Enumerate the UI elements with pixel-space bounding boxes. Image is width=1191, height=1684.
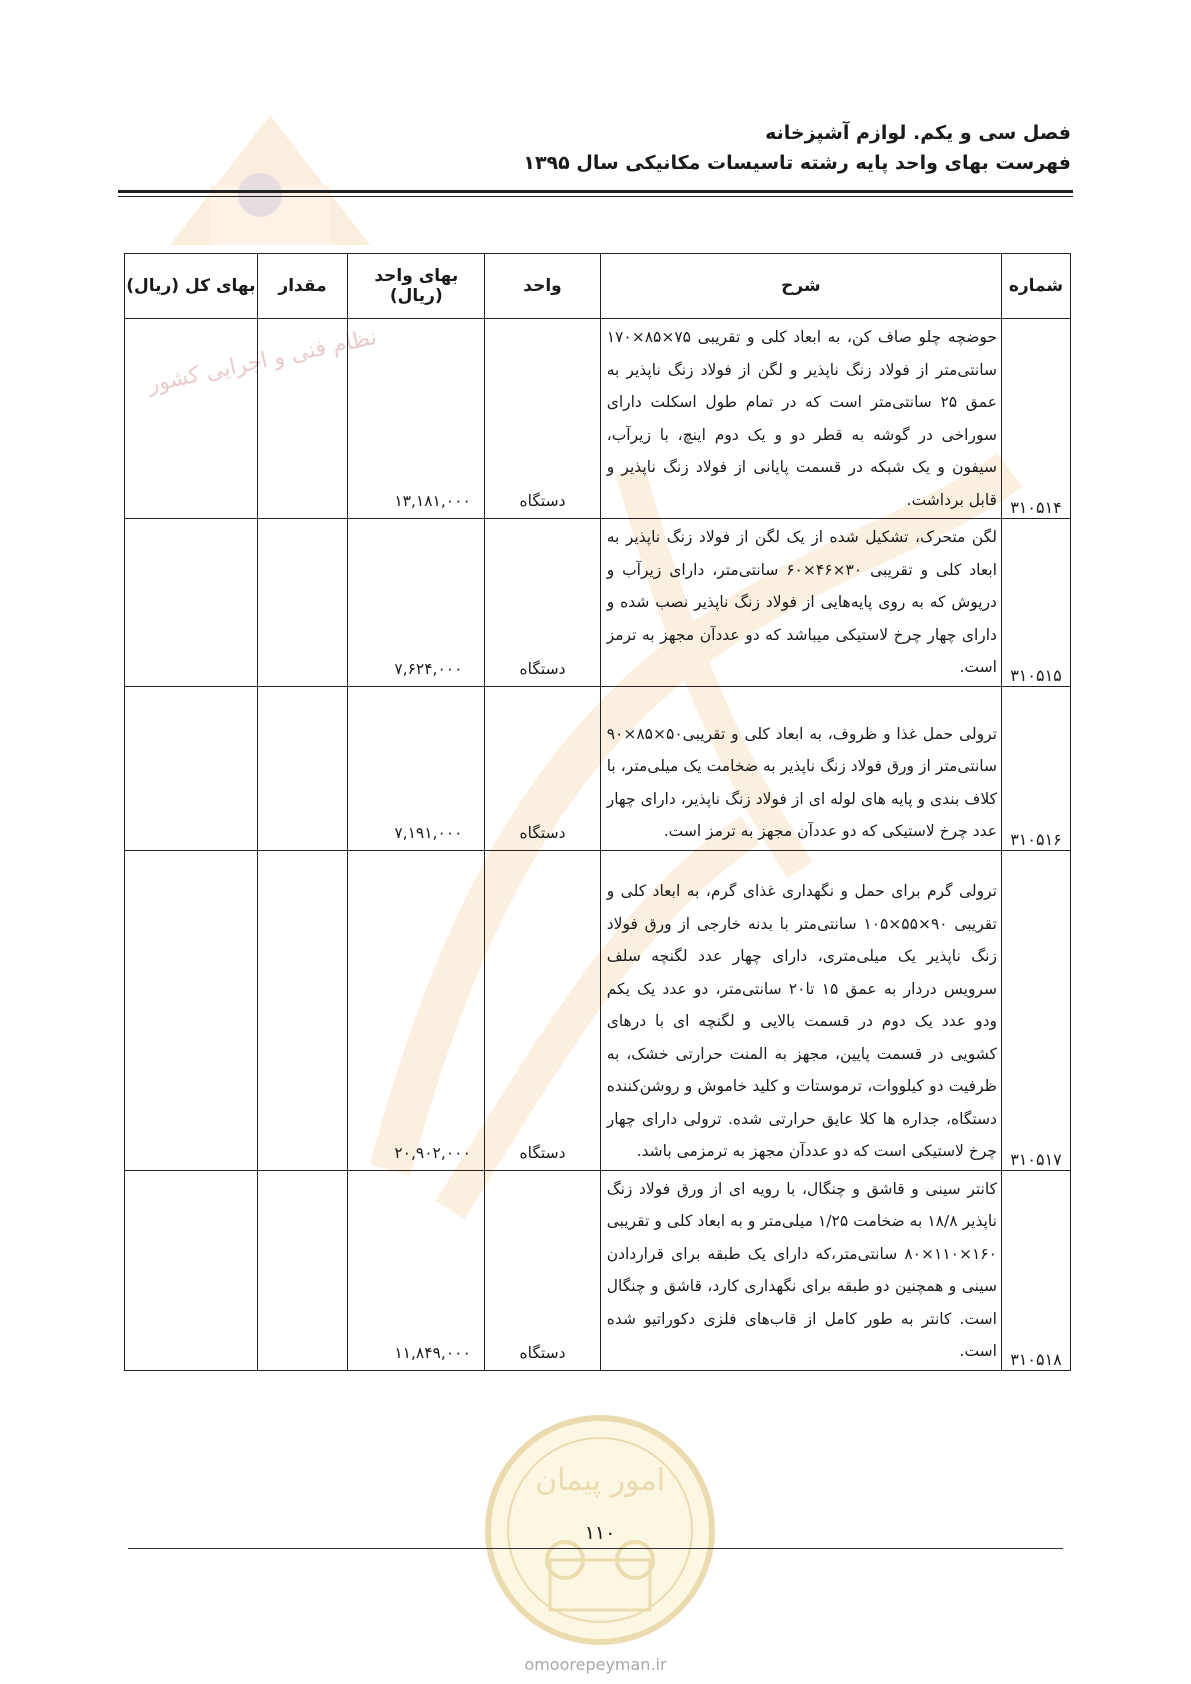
row-unit-price: ۲۰,۹۰۲,۰۰۰ — [348, 850, 485, 1170]
row-code: ۳۱۰۵۱۷ — [1001, 850, 1070, 1170]
page-number: ۱۱۰ — [584, 1522, 616, 1544]
row-quantity — [257, 850, 348, 1170]
row-unit-price: ۱۱,۸۴۹,۰۰۰ — [348, 1170, 485, 1370]
row-code: ۳۱۰۵۱۸ — [1001, 1170, 1070, 1370]
building-watermark-icon — [150, 95, 390, 255]
row-total — [125, 850, 258, 1170]
row-unit: دستگاه — [485, 686, 600, 850]
header-rule-thin — [118, 196, 1073, 197]
row-quantity — [257, 1170, 348, 1370]
row-unit-price: ۱۳,۱۸۱,۰۰۰ — [348, 319, 485, 519]
price-list-table — [124, 253, 1071, 1371]
row-total — [125, 1170, 258, 1370]
page-header — [523, 118, 1071, 178]
table-row — [125, 519, 1071, 687]
row-unit-price: ۷,۱۹۱,۰۰۰ — [348, 686, 485, 850]
table-row — [125, 850, 1071, 1170]
seal-text: امور پیمان — [535, 1463, 665, 1498]
website-watermark: omoorepeyman.ir — [524, 1655, 667, 1674]
row-unit-price: ۷,۶۲۴,۰۰۰ — [348, 519, 485, 687]
chapter-title: فصل سی و یکم. لوازم آشپزخانه — [765, 122, 1071, 144]
col-header-unit-price: بهای واحد (ریال) — [348, 254, 485, 319]
header-rule-thick — [118, 190, 1073, 193]
row-description: لگن متحرک، تشکیل شده از یک لگن از فولاد زنگ ناپذیر به ابعاد کلی و تقریبی ۳۰×۴۶×۶۰ سانتی‌متر، دارای زیرآب و درپوش که به روی پایه‌هایی از فولاد زنگ ناپذیر نصب شده و دارای چهار چرخ لاستیکی میباشد که دو عددآن مجهز به ترمز است. — [600, 519, 1001, 687]
table-row — [125, 1170, 1071, 1370]
col-header-code: شماره — [1001, 254, 1070, 319]
row-description: حوضچه چلو صاف کن، به ابعاد کلی و تقریبی ۷۵×۸۵×۱۷۰ سانتی‌متر از فولاد زنگ ناپذیر و لگن از فولاد زنگ ناپذیر به عمق ۲۵ سانتی‌متر است که در تمام طول اسکلت دارای سوراخی در گوشه به قطر دو و یک دوم اینچ، با زیرآب، سیفون و یک شبکه در قسمت پایانی از فولاد زنگ ناپذیر و قابل برداشت. — [600, 319, 1001, 519]
row-code: ۳۱۰۵۱۴ — [1001, 319, 1070, 519]
row-quantity — [257, 319, 348, 519]
row-description: کانتر سینی و قاشق و چنگال، با رویه ای از ورق فولاد زنگ ناپذیر ۱۸/۸ به ضخامت ۱/۲۵ میلی‌متر و به ابعاد کلی و تقریبی ۱۶۰×۱۱۰×۸۰ سانتی‌متر،که دارای یک طبقه برای قراردادن سینی و همچنین دو طبقه برای نگهداری کارد، قاشق و چنگال است. کانتر به طور کامل از قاب‌های فلزی دکوراتیو شده است. — [600, 1170, 1001, 1370]
row-code: ۳۱۰۵۱۵ — [1001, 519, 1070, 687]
row-unit: دستگاه — [485, 850, 600, 1170]
row-quantity — [257, 519, 348, 687]
row-total — [125, 519, 258, 687]
document-title: فهرست بهای واحد پایه رشته تاسیسات مکانیکی سال ۱۳۹۵ — [523, 152, 1071, 174]
row-unit: دستگاه — [485, 319, 600, 519]
col-header-quantity: مقدار — [257, 254, 348, 319]
col-header-description: شرح — [600, 254, 1001, 319]
row-description: ترولی گرم برای حمل و نگهداری غذای گرم، به ابعاد کلی و تقریبی ۹۰×۵۵×۱۰۵ سانتی‌متر با بدنه خارجی از ورق فولاد زنگ ناپذیر یک میلی‌متری، دارای چهار عدد لگنچه سلف سرویس دردار به عمق ۱۵ تا۲۰ سانتی‌متر، دو عدد یک یکم ودو عدد یک دوم در قسمت بالایی و لگنچه ای با درهای کشویی در قسمت پایین، مجهز به المنت حرارتی خشک، به ظرفیت دو کیلووات، ترموستات و کلید خاموش و روشن‌کننده دستگاه، جداره ها کلا عایق حرارتی شده. ترولی دارای چهار چرخ لاستیکی است که دو عددآن مجهز به ترمزمی باشد. — [600, 850, 1001, 1170]
table-header-row — [125, 254, 1071, 319]
row-unit: دستگاه — [485, 519, 600, 687]
footer-rule — [128, 1548, 1063, 1549]
col-header-total: بهای کل (ریال) — [125, 254, 258, 319]
row-quantity — [257, 686, 348, 850]
table-row — [125, 319, 1071, 519]
org-watermark-text: نظام فنی و اجرایی کشور — [145, 324, 379, 398]
row-code: ۳۱۰۵۱۶ — [1001, 686, 1070, 850]
row-description: ترولی حمل غذا و ظروف، به ابعاد کلی و تقریبی۵۰×۸۵×۹۰ سانتی‌متر از ورق فولاد زنگ ناپذیر به ضخامت یک میلی‌متر، با کلاف بندی و پایه های لوله ای از فولاد زنگ ناپذیر، دارای چهار عدد چرخ لاستیکی که دو عددآن مجهز به ترمز است. — [600, 686, 1001, 850]
col-header-unit: واحد — [485, 254, 600, 319]
table-row — [125, 686, 1071, 850]
row-total — [125, 319, 258, 519]
row-unit: دستگاه — [485, 1170, 600, 1370]
row-total — [125, 686, 258, 850]
